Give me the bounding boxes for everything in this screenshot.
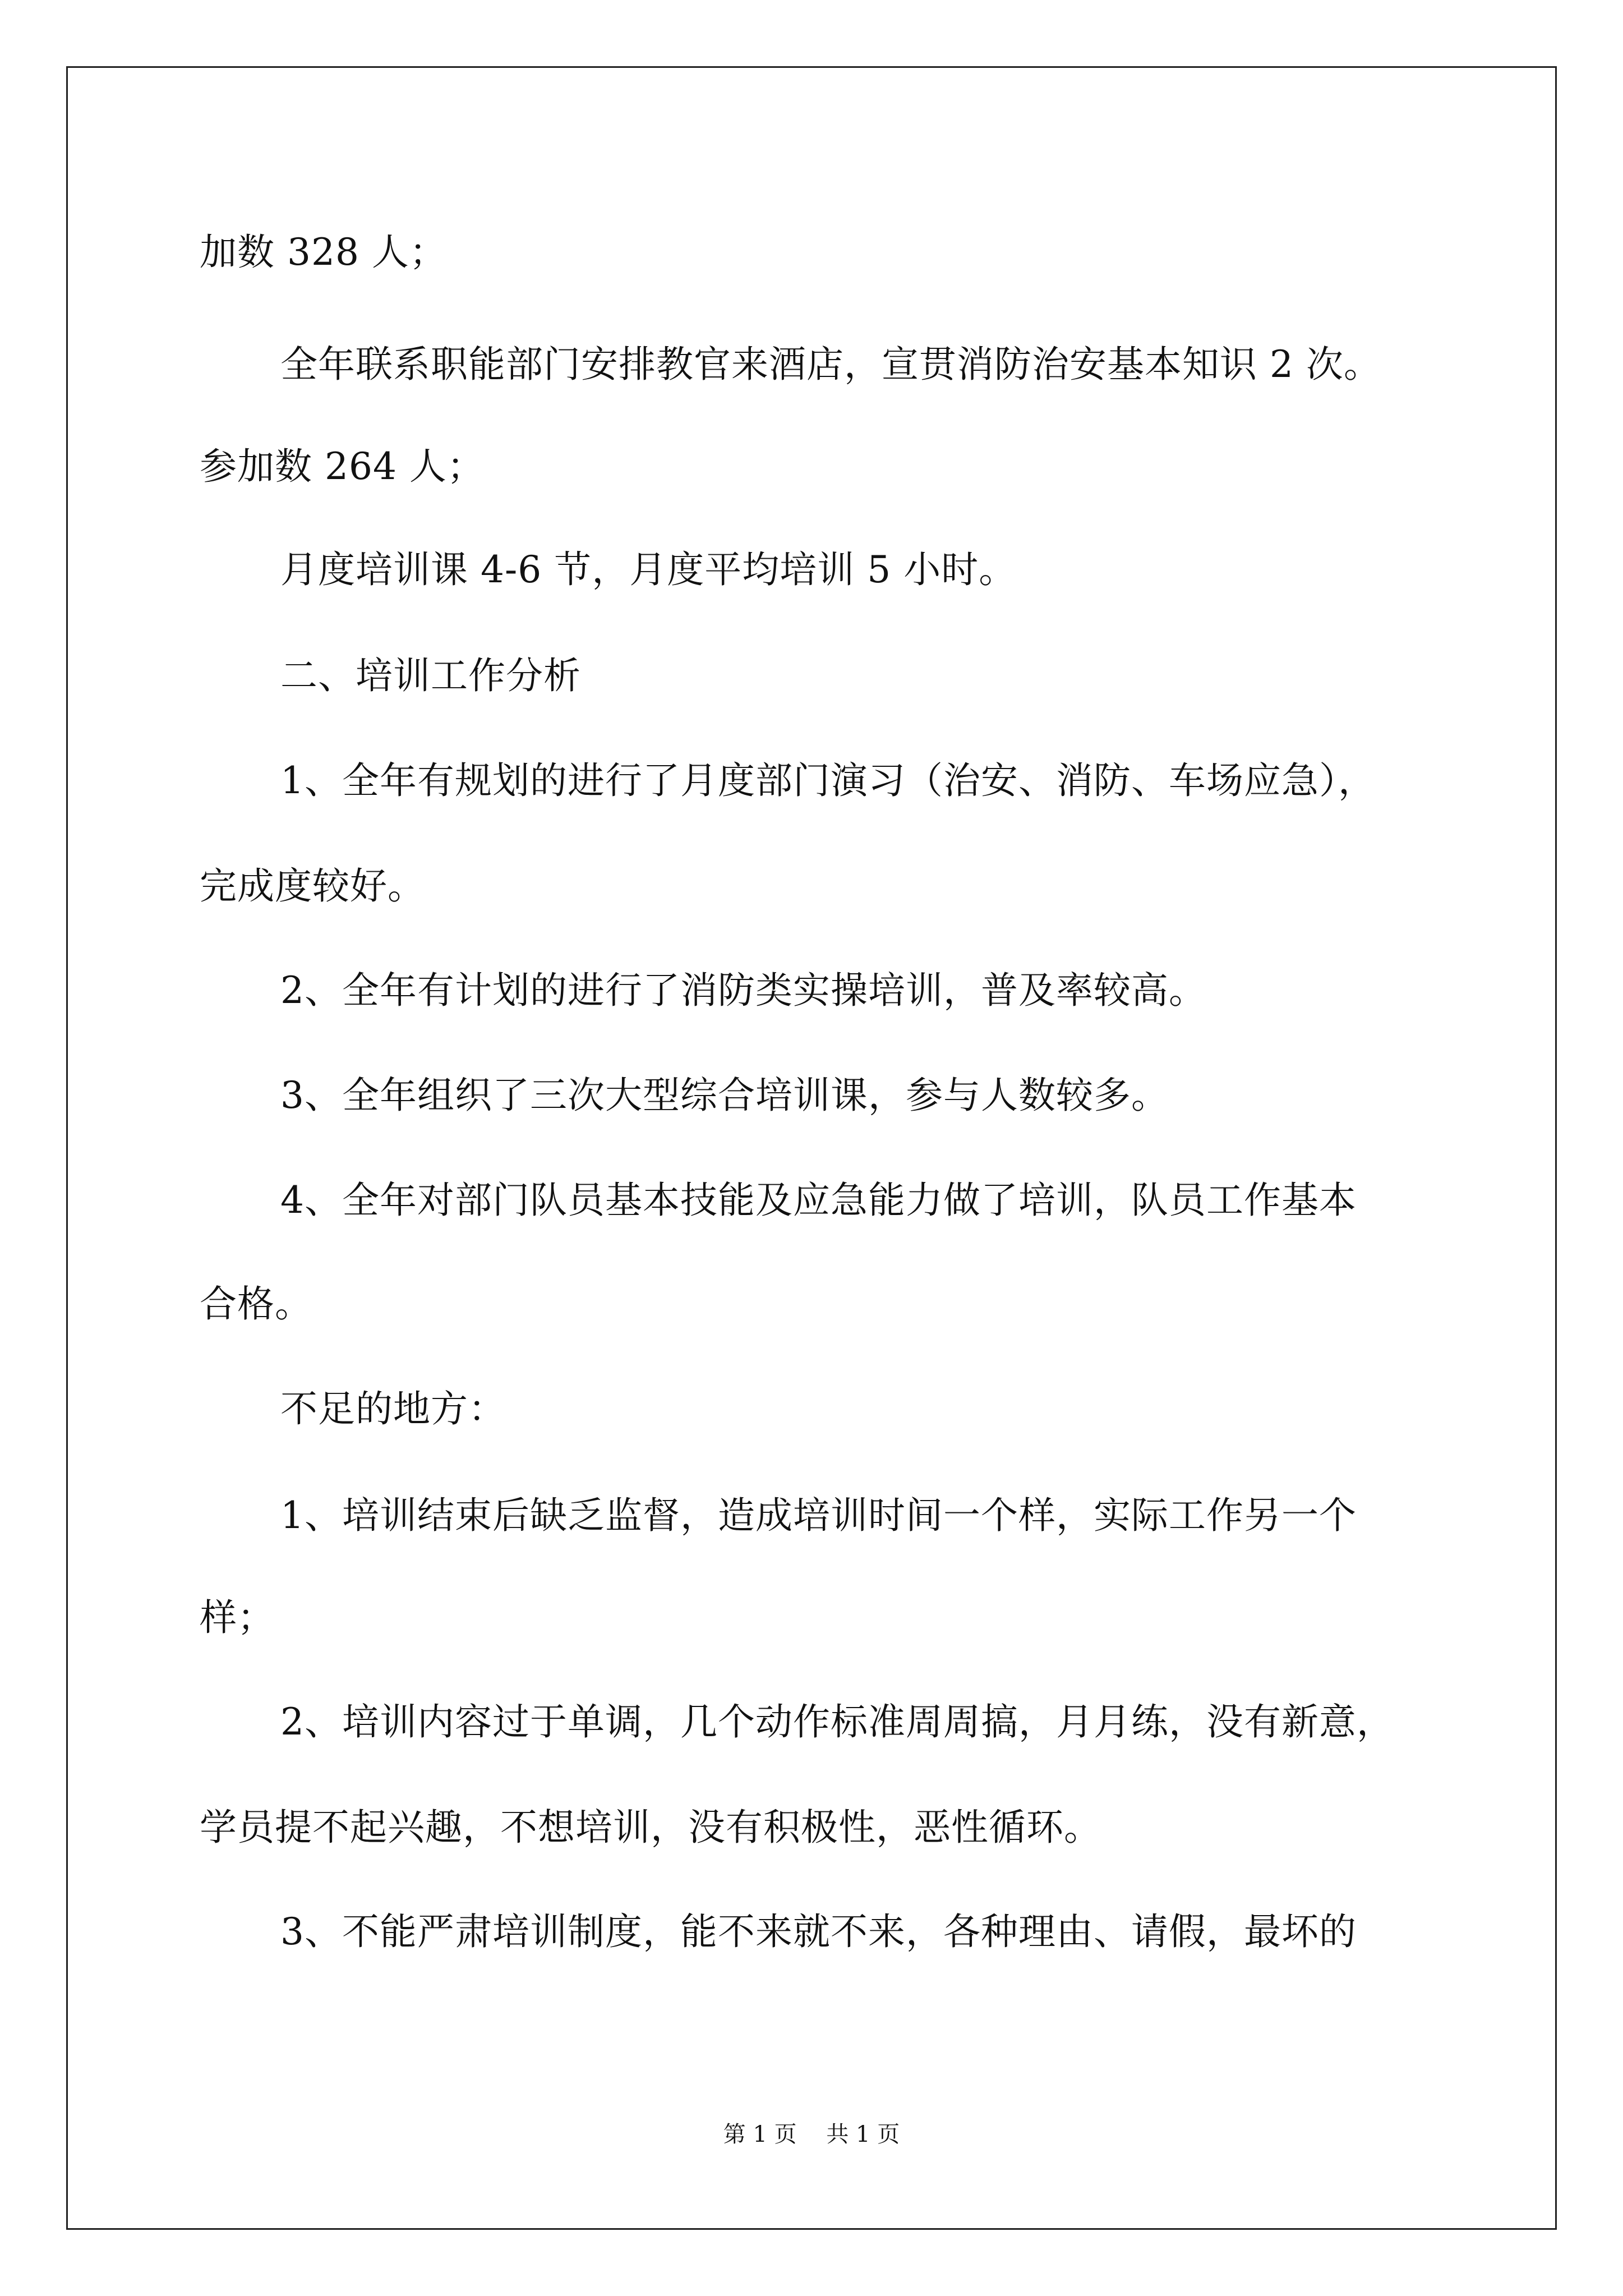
text-line: 1、全年有规划的进行了月度部门演习（治安、消防、车场应急）， <box>280 759 1376 802</box>
text-line: 3、不能严肃培训制度，能不来就不来，各种理由、请假，最坏的 <box>280 1910 1357 1953</box>
text-line: 1、培训结束后缺乏监督，造成培训时间一个样，实际工作另一个 <box>280 1494 1357 1537</box>
text-line: 4、全年对部门队员基本技能及应急能力做了培训，队员工作基本 <box>280 1179 1357 1222</box>
text-line: 加数 328 人； <box>200 231 447 274</box>
text-line: 2、全年有计划的进行了消防类实操培训，普及率较高。 <box>280 969 1206 1012</box>
text-line: 学员提不起兴趣，不想培训，没有积极性，恶性循环。 <box>200 1806 1101 1849</box>
text-line: 2、培训内容过于单调，几个动作标准周周搞，月月练，没有新意， <box>280 1700 1394 1743</box>
page-number-footer: 第 1 页 共 1 页 <box>723 2122 900 2147</box>
text-line: 完成度较好。 <box>200 864 425 908</box>
text-line: 样； <box>200 1596 275 1639</box>
page-border <box>66 66 1557 2230</box>
text-line: 全年联系职能部门安排教官来酒店，宣贯消防治安基本知识 2 次。 <box>280 343 1381 386</box>
text-line: 参加数 264 人； <box>200 445 485 488</box>
section-heading: 二、培训工作分析 <box>280 654 581 697</box>
text-line: 合格。 <box>200 1282 312 1326</box>
text-line: 不足的地方： <box>280 1387 506 1430</box>
text-line: 3、全年组织了三次大型综合培训课，参与人数较多。 <box>280 1074 1169 1117</box>
text-line: 月度培训课 4-6 节，月度平均培训 5 小时。 <box>280 548 1017 591</box>
